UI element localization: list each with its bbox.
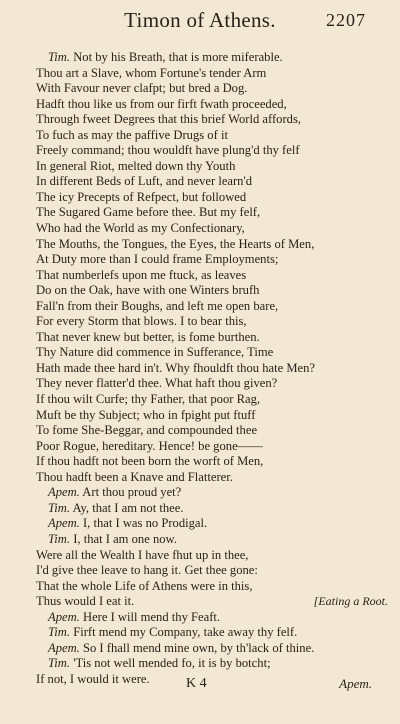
line-text: I'd give thee leave to hang it. Get thee gone: — [36, 563, 258, 578]
play-text — [36, 50, 388, 687]
line-text: They never flatter'd thee. What haft thou given? — [36, 376, 278, 391]
line-text: Here I will mend thy Feaft. — [79, 609, 221, 624]
line-text: That numberlefs upon me ftuck, as leaves — [36, 267, 247, 282]
speaker-name: Apem. — [48, 609, 80, 624]
text-line — [36, 516, 388, 532]
line-text: I, that I am one now. — [70, 531, 177, 546]
text-line — [36, 563, 388, 579]
line-text: Thy Nature did commence in Sufferance, Time — [36, 345, 274, 360]
text-line — [36, 423, 388, 439]
text-line — [36, 408, 388, 424]
text-line — [36, 221, 388, 237]
line-text: So I fhall mend mine own, by th'lack of thine. — [79, 640, 315, 655]
running-title: Timon of Athens. — [124, 8, 276, 32]
text-line — [36, 641, 388, 657]
text-line — [36, 594, 388, 610]
speaker-name: Apem. — [48, 640, 80, 655]
text-line — [36, 66, 388, 82]
text-line — [36, 50, 388, 66]
text-line — [36, 439, 388, 455]
catchword: Apem. — [339, 676, 372, 691]
line-text: For every Storm that blows. I to bear this, — [36, 314, 247, 329]
line-text: I, that I was no Prodigal. — [79, 516, 208, 531]
text-line — [36, 361, 388, 377]
line-text: If thou hadft not been born the worft of Men, — [36, 454, 264, 469]
line-text: To fuch as may the paffive Drugs of it — [36, 127, 228, 142]
text-line — [36, 283, 388, 299]
text-line — [36, 656, 388, 672]
text-line — [36, 625, 388, 641]
text-line — [36, 501, 388, 517]
text-line — [36, 190, 388, 206]
text-line — [36, 454, 388, 470]
text-line — [36, 470, 388, 486]
line-text: The Mouths, the Tongues, the Eyes, the Hearts of Men, — [36, 236, 315, 251]
text-line — [36, 143, 388, 159]
speaker-name: Tim. — [48, 625, 71, 640]
line-text: Freely command; thou wouldft have plung'd thy felf — [36, 143, 300, 158]
speaker-name: Tim. — [48, 500, 71, 515]
speaker-name: Tim. — [48, 656, 71, 671]
line-text: Hath made thee hard in't. Why fhouldft thou hate Men? — [36, 360, 316, 375]
line-text: To fome She-Beggar, and compounded thee — [36, 423, 258, 438]
line-text: The Sugared Game before thee. But my felf, — [36, 205, 261, 220]
line-text: If thou wilt Curfe; thy Father, that poor Rag, — [36, 392, 261, 407]
text-line — [36, 112, 388, 128]
line-text: That the whole Life of Athens were in this, — [36, 578, 253, 593]
text-line — [36, 252, 388, 268]
text-line — [36, 579, 388, 595]
text-line — [36, 159, 388, 175]
line-text: Poor Rogue, hereditary. Hence! be gone—— — [36, 438, 263, 453]
text-line — [36, 485, 388, 501]
text-line — [36, 548, 388, 564]
line-text: Do on the Oak, have with one Winters brufh — [36, 283, 260, 298]
line-text: Were all the Wealth I have fhut up in thee, — [36, 547, 249, 562]
text-line — [36, 532, 388, 548]
page-footer — [0, 676, 400, 694]
text-line — [36, 174, 388, 190]
page-number: 2207 — [326, 10, 366, 30]
line-text: 'Tis not well mended fo, it is by botcht; — [70, 656, 271, 671]
line-text: Hadft thou like us from our firft fwath proceeded, — [36, 96, 287, 111]
line-text: In different Beds of Luft, and never learn'd — [36, 174, 253, 189]
text-line — [36, 299, 388, 315]
line-text: Art thou proud yet? — [79, 485, 182, 500]
speaker-name: Tim. — [48, 531, 71, 546]
text-line — [36, 268, 388, 284]
line-text: In general Riot, melted down thy Youth — [36, 158, 236, 173]
line-text: That never knew but better, is fome burthen. — [36, 329, 260, 344]
stage-direction: [Eating a Root. — [313, 594, 388, 609]
speaker-name: Tim. — [48, 50, 71, 64]
text-line — [36, 314, 388, 330]
line-text: Muft be thy Subject; who in fpight put ftuff — [36, 407, 256, 422]
line-text: Through fweet Degrees that this brief World affords, — [36, 112, 302, 127]
signature-mark: K 4 — [186, 676, 207, 691]
text-line — [36, 376, 388, 392]
text-line — [36, 610, 388, 626]
line-text: Fall'n from their Boughs, and left me open bare, — [36, 298, 279, 313]
line-text: Thou hadft been a Knave and Flatterer. — [36, 469, 233, 484]
speaker-name: Apem. — [48, 485, 80, 500]
text-line — [36, 81, 388, 97]
line-text: Not by his Breath, that is more miferable. — [70, 50, 283, 64]
text-line — [36, 392, 388, 408]
line-text: Ay, that I am not thee. — [70, 500, 184, 515]
text-line — [36, 330, 388, 346]
text-line — [36, 128, 388, 144]
text-line — [36, 97, 388, 113]
line-text: Who had the World as my Confectionary, — [36, 221, 245, 236]
line-text: Thus would I eat it. — [36, 594, 135, 609]
text-line — [36, 205, 388, 221]
line-text: The icy Precepts of Refpect, but followed — [36, 189, 247, 204]
line-text: Thou art a Slave, whom Fortune's tender Arm — [36, 65, 267, 80]
text-line — [36, 345, 388, 361]
line-text: At Duty more than I could frame Employments; — [36, 252, 279, 267]
line-text: If not, I would it were. — [36, 671, 150, 686]
text-line — [36, 237, 388, 253]
page-header — [0, 8, 400, 36]
line-text: With Favour never clafpt; but bred a Dog. — [36, 81, 248, 96]
speaker-name: Apem. — [48, 516, 80, 531]
line-text: Firft mend my Company, take away thy felf. — [70, 625, 298, 640]
